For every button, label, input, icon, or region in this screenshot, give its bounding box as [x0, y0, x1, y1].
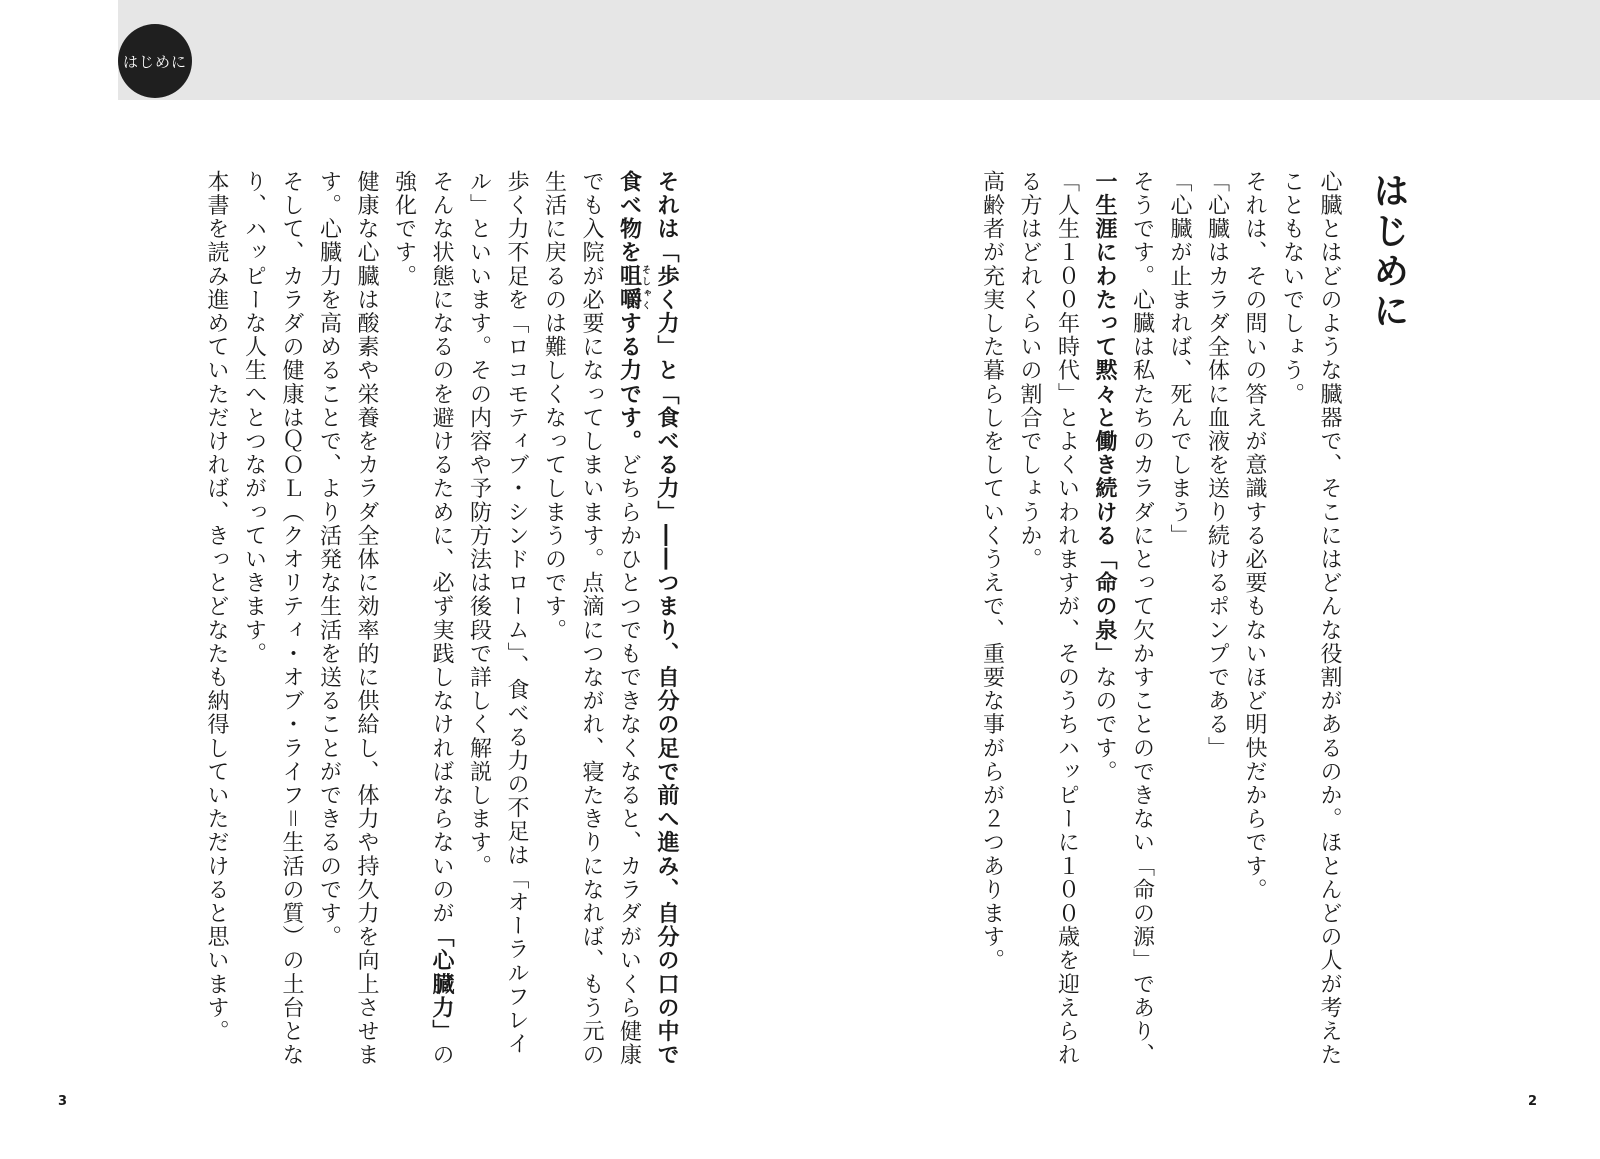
paragraph-text: どちらかひとつでもできなくなると、カラダがいくら健康でも入院が必要になってしまいます。点滴につながれ、寝たきりになれば、もう元の生活に戻るのは難しくなってしまうのです。 [541, 170, 642, 1067]
paragraph: それは、その問いの答えが意識する必要もないほど明快だからです。 [1242, 170, 1267, 902]
left-page-body [125, 170, 685, 1070]
right-page-body [708, 170, 1348, 1070]
emphasis-text: 一生涯にわたって黙々と働き続ける「命の泉」 [1092, 170, 1117, 666]
paragraph-text: の強化です。 [391, 170, 454, 1067]
page-title: はじめに [1367, 172, 1409, 332]
page-number-right: 2 [1528, 1094, 1538, 1109]
ruby-reading: そしゃく [640, 264, 650, 312]
ruby-base: 咀嚼 [616, 264, 642, 312]
paragraph: 心臓とはどのような臓器で、そこにはどんな役割があるのか。ほとんどの人が考えたこともないでしょう。 [1279, 170, 1342, 1067]
paragraph [385, 170, 460, 1070]
paragraph: そうです。心臓は私たちのカラダにとって欠かすことのできない「命の源」であり、 [1129, 170, 1155, 1067]
chapter-badge [118, 24, 192, 98]
emphasis-text: する力です。 [616, 311, 642, 454]
emphasis-text: それは「歩く力」と「食べる力」――つまり、自分の足で前へ進み、自分の口の中で食べ物を [616, 170, 679, 1067]
page-number-left: 3 [58, 1094, 68, 1109]
chapter-badge-label: はじめに [122, 52, 187, 71]
paragraph: 「心臓が止まれば、死んでしまう」 [1167, 170, 1192, 548]
ruby-word [616, 264, 650, 312]
paragraph: 健康な心臓は酸素や栄養をカラダ全体に効率的に供給し、体力や持久力を向上させます。心臓力を高めることで、より活発な生活を送ることができるのです。 [316, 170, 379, 1067]
paragraph-text: なのです。 [1092, 665, 1117, 784]
paragraph [1086, 170, 1124, 1070]
paragraph: 「人生１００年時代」とよくいわれますが、そのうちハッピーに１００歳を迎えられる方はどれくらいの割合でしょうか。 [1017, 170, 1080, 1067]
paragraph [535, 170, 685, 1070]
emphasis-text: 「心臓力」 [429, 925, 454, 1044]
paragraph: 「心臓はカラダ全体に血液を送り続けるポンプである」 [1204, 170, 1230, 760]
paragraph-text: そんな状態になるのを避けるために、必ず実践しなければならないのが [429, 170, 454, 926]
paragraph: そして、カラダの健康はＱＯＬ（クオリティ・オブ・ライフ＝生活の質）の土台となり、ハッピーな人生へとつながっていきます。 [241, 170, 304, 1067]
paragraph: 高齢者が充実した暮らしをしていくうえで、重要な事がらが２つあります。 [979, 170, 1005, 973]
paragraph: 本書を読み進めていただければ、きっとどなたも納得していただけると思います。 [204, 170, 229, 1044]
paragraph: 歩く力不足を「ロコモティブ・シンドローム」、食べる力の不足は「オーラルフレイル」といいます。その内容や予防方法は後段で詳しく解説します。 [466, 170, 529, 1056]
header-band [118, 0, 1600, 100]
